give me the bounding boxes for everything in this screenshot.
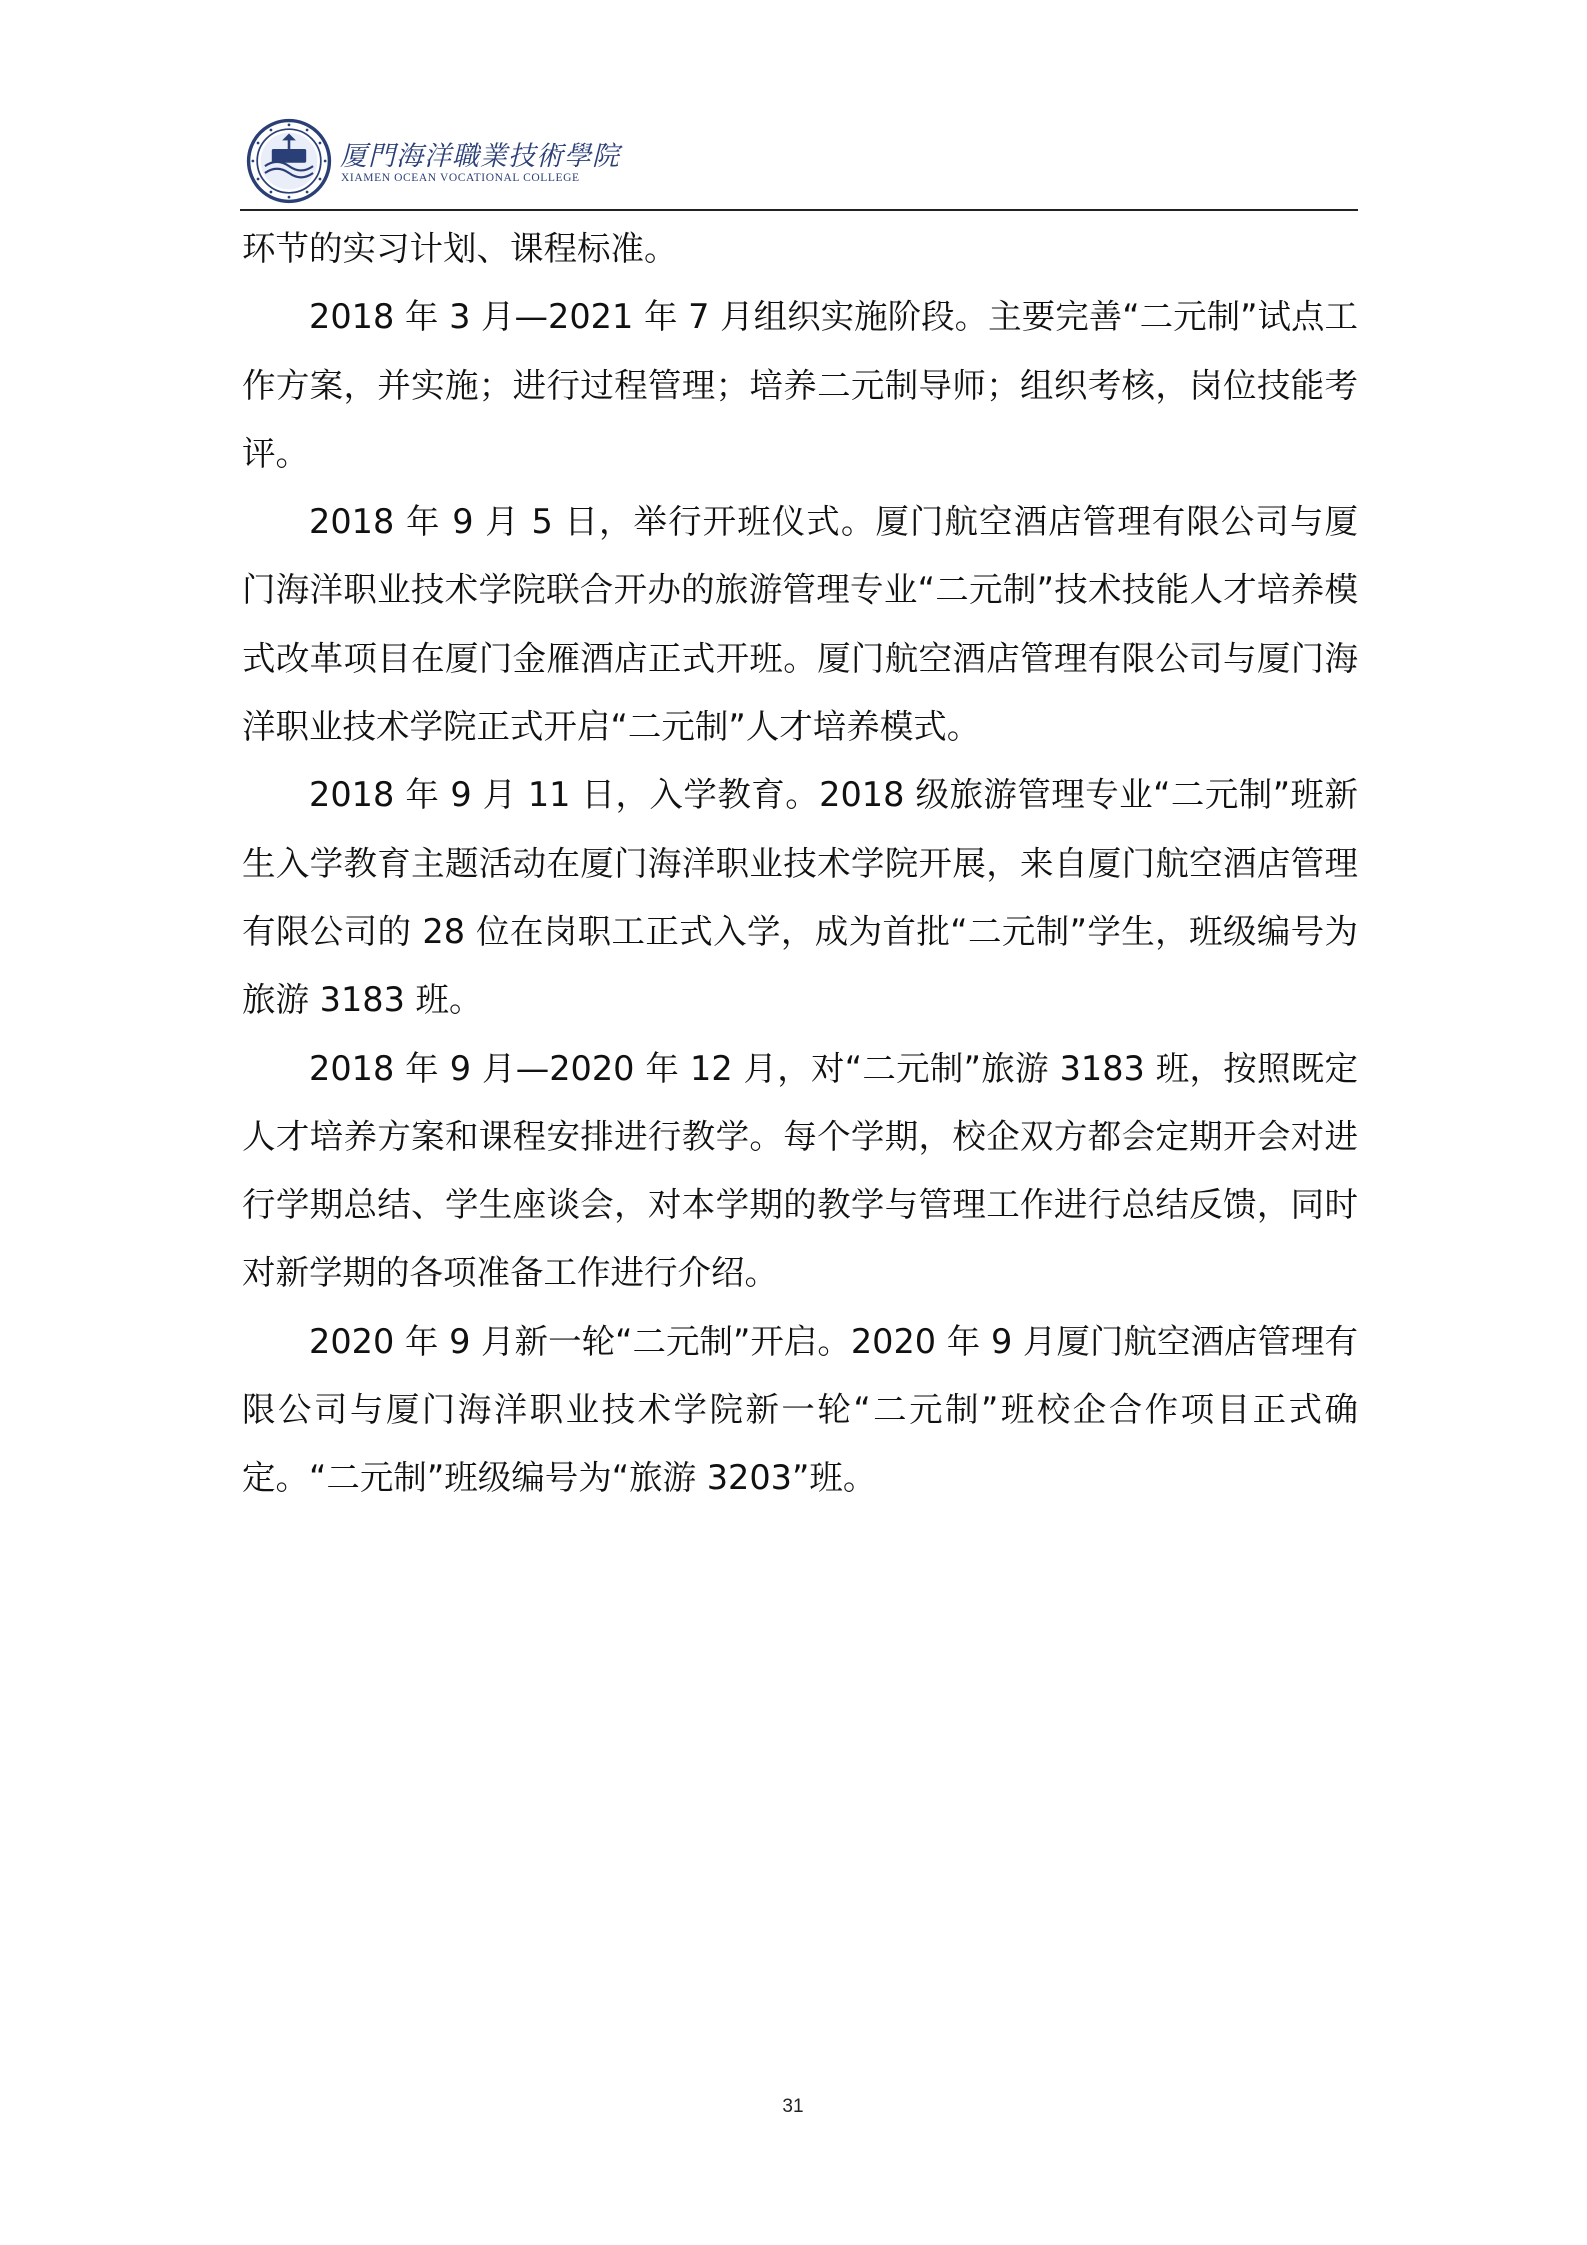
institution-name-en: XIAMEN OCEAN VOCATIONAL COLLEGE: [341, 172, 580, 184]
paragraph: 2018 年 9 月 5 日，举行开班仪式。厦门航空酒店管理有限公司与厦门海洋职业技术学院联合开办的旅游管理专业“二元制”技术技能人才培养模式改革项目在厦门金雁酒店正式开班。厦门航空酒店管理有限公司与厦门海洋职业技术学院正式开启“二元制”人才培养模式。: [242, 502, 1358, 747]
page-header: [240, 110, 1350, 210]
paragraph: 2018 年 9 月—2020 年 12 月，对“二元制”旅游 3183 班，按照既定人才培养方案和课程安排进行教学。每个学期，校企双方都会定期开会对进行学期总结、学生座谈会，对本学期的教学与管理工作进行总结反馈，同时对新学期的各项准备工作进行介绍。: [242, 1048, 1358, 1293]
header-divider: [240, 209, 1358, 211]
school-emblem-icon: [246, 118, 332, 204]
institution-name: 厦門海洋職業技術學院: [340, 141, 620, 172]
paragraph: 2020 年 9 月新一轮“二元制”开启。2020 年 9 月厦门航空酒店管理有限公司与厦门海洋职业技术学院新一轮“二元制”班校企合作项目正式确定。“二元制”班级编号为“旅游 3203”班。: [242, 1321, 1358, 1498]
document-body: [242, 215, 1358, 1513]
page-number: 31: [782, 2096, 804, 2117]
paragraph: 环节的实习计划、课程标准。: [242, 229, 678, 268]
paragraph: 2018 年 3 月—2021 年 7 月组织实施阶段。主要完善“二元制”试点工作方案，并实施；进行过程管理；培养二元制导师；组织考核，岗位技能考评。: [242, 297, 1358, 473]
paragraph: 2018 年 9 月 11 日，入学教育。2018 级旅游管理专业“二元制”班新生入学教育主题活动在厦门海洋职业技术学院开展，来自厦门航空酒店管理有限公司的 28 位在岗职工正式入学，成为首批“二元制”学生，班级编号为旅游 3183 班。: [242, 775, 1358, 1020]
